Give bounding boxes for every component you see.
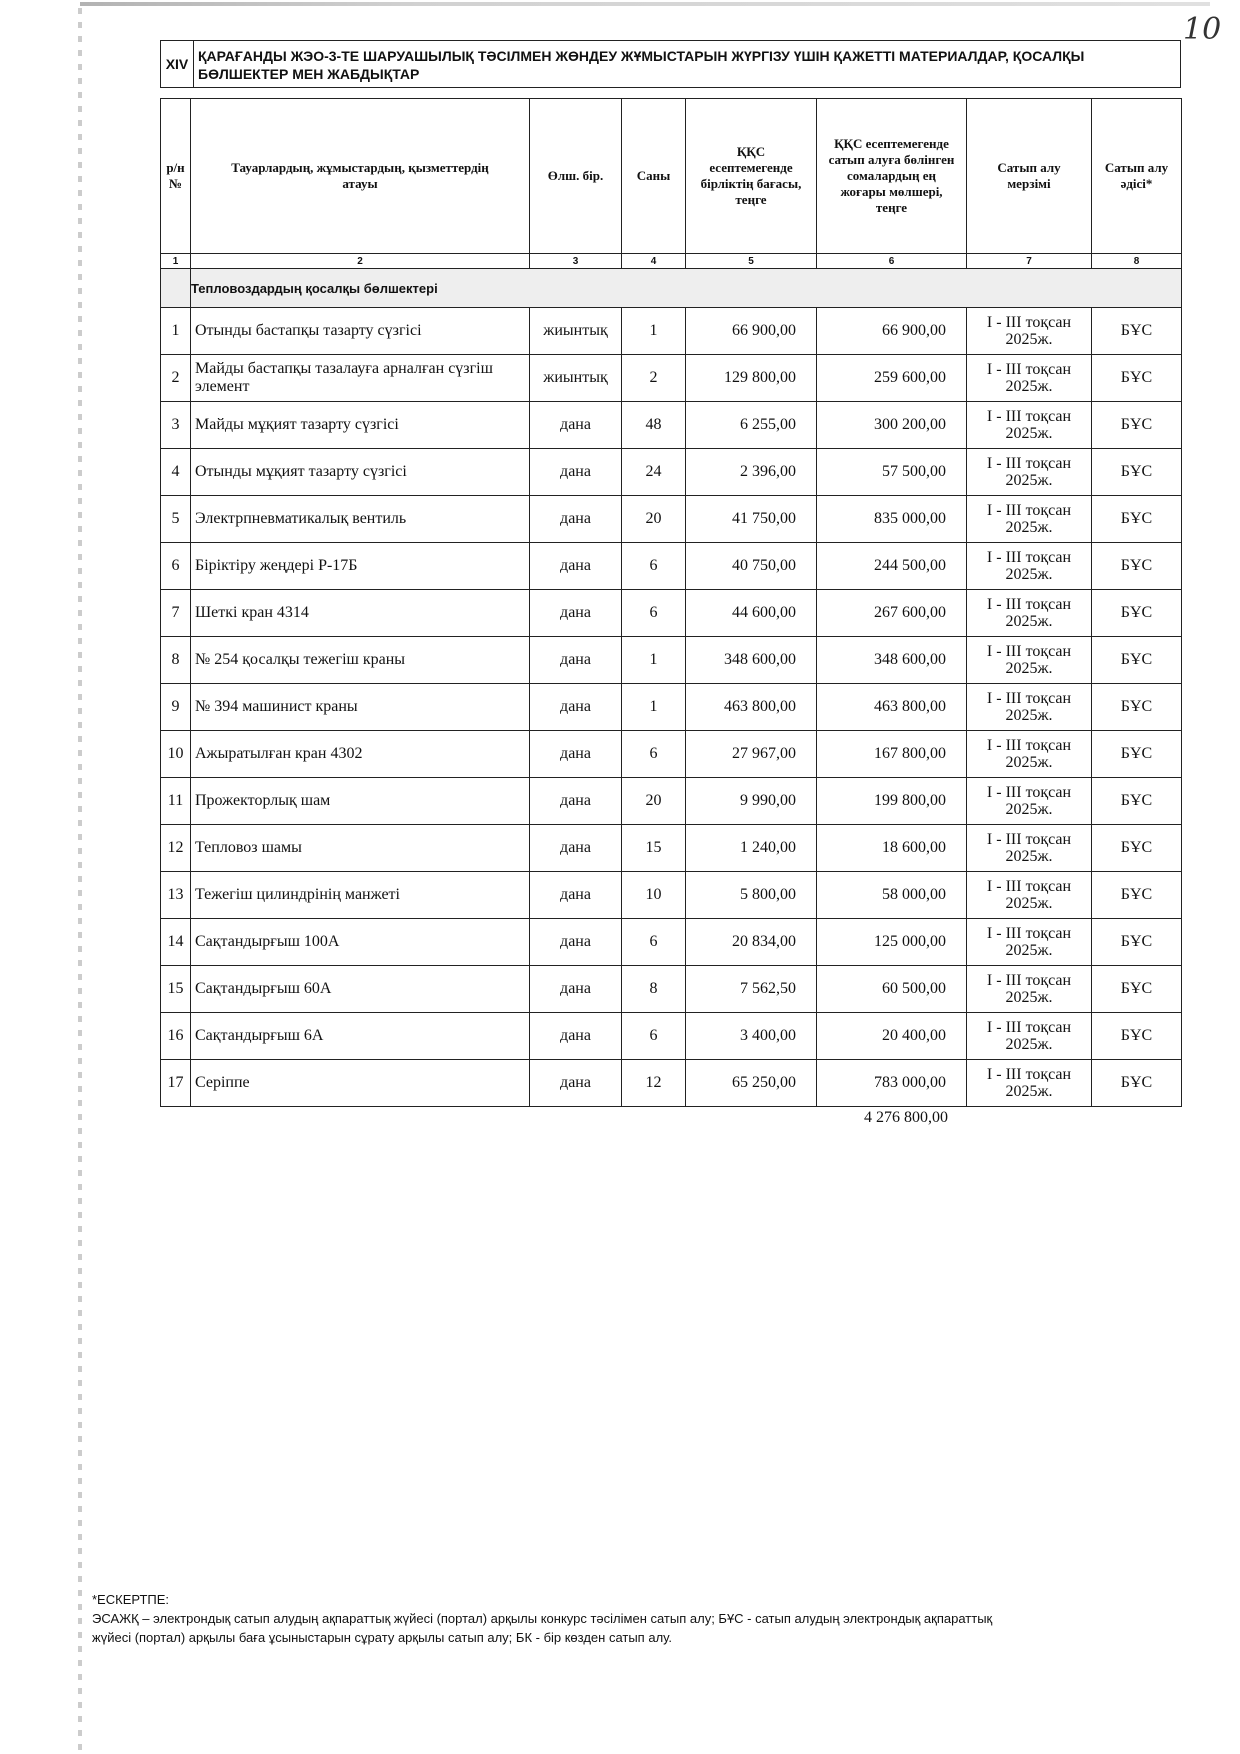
table-row (161, 637, 1182, 684)
item-period-quarter: I - III тоқсан (986, 1019, 1072, 1036)
table-row (161, 308, 1182, 355)
item-period (967, 778, 1092, 825)
item-max-sum: 20 400,00 (817, 1013, 967, 1060)
item-unit-price: 6 255,00 (686, 402, 817, 449)
item-period-year: 2025ж. (1005, 378, 1053, 395)
item-period (967, 1013, 1092, 1060)
item-unit-price: 2 396,00 (686, 449, 817, 496)
item-unit: жиынтық (530, 355, 622, 402)
scan-edge-top (80, 2, 1210, 6)
col-number: 8 (1092, 254, 1182, 269)
item-period-quarter: I - III тоқсан (986, 502, 1072, 519)
item-max-sum: 57 500,00 (817, 449, 967, 496)
item-period (967, 825, 1092, 872)
table-row (161, 449, 1182, 496)
item-period-year: 2025ж. (1005, 848, 1053, 865)
item-period-year: 2025ж. (1005, 331, 1053, 348)
item-max-sum: 267 600,00 (817, 590, 967, 637)
item-period-quarter: I - III тоқсан (986, 831, 1072, 848)
item-max-sum: 199 800,00 (817, 778, 967, 825)
item-period (967, 731, 1092, 778)
row-number: 10 (161, 731, 191, 778)
item-period-year: 2025ж. (1005, 989, 1053, 1006)
item-period-year: 2025ж. (1005, 754, 1053, 771)
col-header-price: ҚҚС есептемегенде бірліктің бағасы, теңге (686, 99, 817, 254)
item-unit: дана (530, 543, 622, 590)
item-max-sum: 300 200,00 (817, 402, 967, 449)
row-number: 3 (161, 402, 191, 449)
item-name: Электрпневматикалық вентиль (191, 496, 530, 543)
item-period (967, 449, 1092, 496)
item-period-quarter: I - III тоқсан (986, 549, 1072, 566)
item-method: БҰС (1092, 637, 1182, 684)
item-unit-price: 3 400,00 (686, 1013, 817, 1060)
item-quantity: 6 (622, 543, 686, 590)
item-period (967, 355, 1092, 402)
footnote-line: ЭСАЖҚ – электрондық сатып алудың ақпараттық жүйесі (портал) арқылы конкурс тәсілімен сатып алу; БҰС - сатып алудың электрондық ақпараттық (92, 1611, 993, 1626)
item-method: БҰС (1092, 966, 1182, 1013)
item-quantity: 6 (622, 919, 686, 966)
item-period-quarter: I - III тоқсан (986, 314, 1072, 331)
item-period (967, 684, 1092, 731)
item-unit: дана (530, 731, 622, 778)
total-sum: 4 276 800,00 (864, 1109, 948, 1126)
item-method: БҰС (1092, 1060, 1182, 1107)
item-unit-price: 7 562,50 (686, 966, 817, 1013)
item-name: Біріктіру жеңдері Р-17Б (191, 543, 530, 590)
item-name: Сақтандырғыш 100А (191, 919, 530, 966)
item-max-sum: 58 000,00 (817, 872, 967, 919)
table-row (161, 825, 1182, 872)
item-period-quarter: I - III тоқсан (986, 1066, 1072, 1083)
item-name: Майды мұқият тазарту сүзгісі (191, 402, 530, 449)
table-row (161, 919, 1182, 966)
item-max-sum: 167 800,00 (817, 731, 967, 778)
table-row (161, 1013, 1182, 1060)
item-max-sum: 125 000,00 (817, 919, 967, 966)
col-header-period: Сатып алу мерзімі (967, 99, 1092, 254)
item-method: БҰС (1092, 731, 1182, 778)
col-number: 5 (686, 254, 817, 269)
item-unit: жиынтық (530, 308, 622, 355)
row-number: 9 (161, 684, 191, 731)
item-quantity: 1 (622, 637, 686, 684)
table-row (161, 590, 1182, 637)
item-period-quarter: I - III тоқсан (986, 925, 1072, 942)
section-number: XIV (161, 41, 194, 88)
item-period (967, 919, 1092, 966)
item-period-year: 2025ж. (1005, 801, 1053, 818)
item-method: БҰС (1092, 872, 1182, 919)
item-quantity: 6 (622, 590, 686, 637)
item-method: БҰС (1092, 402, 1182, 449)
item-unit-price: 44 600,00 (686, 590, 817, 637)
item-period (967, 966, 1092, 1013)
row-number: 11 (161, 778, 191, 825)
item-name: Сақтандырғыш 60А (191, 966, 530, 1013)
item-unit: дана (530, 590, 622, 637)
table-row (161, 778, 1182, 825)
item-period-year: 2025ж. (1005, 566, 1053, 583)
item-quantity: 1 (622, 308, 686, 355)
col-header-sum: ҚҚС есептемегенде сатып алуға бөлінген сомалардың ең жоғары мөлшері, теңге (817, 99, 967, 254)
item-max-sum: 835 000,00 (817, 496, 967, 543)
table-row (161, 543, 1182, 590)
item-period-quarter: I - III тоқсан (986, 643, 1072, 660)
item-period-quarter: I - III тоқсан (986, 690, 1072, 707)
col-number: 4 (622, 254, 686, 269)
footnote-line: жүйесі (портал) арқылы баға ұсыныстарын сұрату арқылы сатып алу; БК - бір көзден сатып алу. (92, 1630, 672, 1645)
item-period (967, 496, 1092, 543)
item-quantity: 8 (622, 966, 686, 1013)
item-period-quarter: I - III тоқсан (986, 408, 1072, 425)
item-quantity: 1 (622, 684, 686, 731)
item-method: БҰС (1092, 825, 1182, 872)
item-method: БҰС (1092, 590, 1182, 637)
item-quantity: 48 (622, 402, 686, 449)
item-unit: дана (530, 637, 622, 684)
col-header-unit: Өлш. бір. (530, 99, 622, 254)
item-period-year: 2025ж. (1005, 1083, 1053, 1100)
item-name: Отынды бастапқы тазарту сүзгісі (191, 308, 530, 355)
item-period-year: 2025ж. (1005, 519, 1053, 536)
footnote (92, 1590, 1202, 1647)
item-name: Майды бастапқы тазалауға арналған сүзгіш элемент (191, 355, 530, 402)
item-period-year: 2025ж. (1005, 707, 1053, 724)
item-period (967, 308, 1092, 355)
group-label: Тепловоздардың қосалқы бөлшектері (191, 269, 1182, 308)
item-method: БҰС (1092, 684, 1182, 731)
item-quantity: 6 (622, 1013, 686, 1060)
table-row (161, 355, 1182, 402)
item-unit-price: 66 900,00 (686, 308, 817, 355)
item-period-year: 2025ж. (1005, 425, 1053, 442)
row-number: 12 (161, 825, 191, 872)
item-max-sum: 244 500,00 (817, 543, 967, 590)
scan-edge-left (78, 8, 82, 1754)
row-number: 8 (161, 637, 191, 684)
section-title: ҚАРАҒАНДЫ ЖЭО-3-ТЕ ШАРУАШЫЛЫҚ ТӘСІЛМЕН ЖӨНДЕУ ЖҰМЫСТАРЫН ЖҮРГІЗУ ҮШІН ҚАЖЕТТІ МАТЕРИАЛДАР, ҚОСАЛҚЫ БӨЛШЕКТЕР МЕН ЖАБДЫҚТАР (194, 41, 1181, 88)
row-number: 14 (161, 919, 191, 966)
item-unit: дана (530, 1013, 622, 1060)
item-max-sum: 18 600,00 (817, 825, 967, 872)
row-number: 4 (161, 449, 191, 496)
item-name: Отынды мұқият тазарту сүзгісі (191, 449, 530, 496)
item-period (967, 637, 1092, 684)
item-unit: дана (530, 872, 622, 919)
header-row (161, 99, 1182, 254)
item-unit: дана (530, 919, 622, 966)
item-name: Тепловоз шамы (191, 825, 530, 872)
item-period-quarter: I - III тоқсан (986, 784, 1072, 801)
item-period-quarter: I - III тоқсан (986, 972, 1072, 989)
item-unit: дана (530, 684, 622, 731)
item-max-sum: 348 600,00 (817, 637, 967, 684)
row-number: 6 (161, 543, 191, 590)
page-number: 10 (1183, 12, 1222, 47)
item-quantity: 2 (622, 355, 686, 402)
item-unit-price: 40 750,00 (686, 543, 817, 590)
table-row (161, 731, 1182, 778)
item-max-sum: 463 800,00 (817, 684, 967, 731)
item-period (967, 1060, 1092, 1107)
row-number: 17 (161, 1060, 191, 1107)
item-unit-price: 41 750,00 (686, 496, 817, 543)
col-header-name: Тауарлардың, жұмыстардың, қызметтердің атауы (191, 99, 530, 254)
row-number: 2 (161, 355, 191, 402)
item-period-year: 2025ж. (1005, 1036, 1053, 1053)
table-row (161, 496, 1182, 543)
item-quantity: 15 (622, 825, 686, 872)
item-period (967, 590, 1092, 637)
table-body (161, 308, 1182, 1107)
item-unit-price: 27 967,00 (686, 731, 817, 778)
item-method: БҰС (1092, 919, 1182, 966)
item-unit-price: 348 600,00 (686, 637, 817, 684)
table-row (161, 1060, 1182, 1107)
row-number: 16 (161, 1013, 191, 1060)
table-row (161, 684, 1182, 731)
item-max-sum: 66 900,00 (817, 308, 967, 355)
section-title-table (160, 40, 1181, 88)
item-method: БҰС (1092, 543, 1182, 590)
item-unit: дана (530, 825, 622, 872)
row-number: 5 (161, 496, 191, 543)
col-header-method: Сатып алу әдісі* (1092, 99, 1182, 254)
item-name: Прожекторлық шам (191, 778, 530, 825)
item-period-quarter: I - III тоқсан (986, 878, 1072, 895)
item-quantity: 6 (622, 731, 686, 778)
item-period-quarter: I - III тоқсан (986, 737, 1072, 754)
table-row (161, 872, 1182, 919)
item-period-year: 2025ж. (1005, 660, 1053, 677)
item-unit-price: 5 800,00 (686, 872, 817, 919)
item-unit: дана (530, 778, 622, 825)
item-unit: дана (530, 1060, 622, 1107)
item-name: Серіппе (191, 1060, 530, 1107)
item-period (967, 543, 1092, 590)
item-name: № 394 машинист краны (191, 684, 530, 731)
item-name: № 254 қосалқы тежегіш краны (191, 637, 530, 684)
item-period-year: 2025ж. (1005, 472, 1053, 489)
item-unit: дана (530, 966, 622, 1013)
item-period-year: 2025ж. (1005, 895, 1053, 912)
col-header-no: р/н № (161, 99, 191, 254)
row-number: 7 (161, 590, 191, 637)
item-quantity: 24 (622, 449, 686, 496)
item-name: Тежегіш цилиндрінің манжеті (191, 872, 530, 919)
item-unit-price: 20 834,00 (686, 919, 817, 966)
item-period-quarter: I - III тоқсан (986, 455, 1072, 472)
item-period-year: 2025ж. (1005, 613, 1053, 630)
item-period-quarter: I - III тоқсан (986, 596, 1072, 613)
col-number: 7 (967, 254, 1092, 269)
item-quantity: 12 (622, 1060, 686, 1107)
item-name: Ажыратылған кран 4302 (191, 731, 530, 778)
item-unit-price: 9 990,00 (686, 778, 817, 825)
materials-table (160, 98, 1182, 1107)
row-number: 13 (161, 872, 191, 919)
item-name: Шеткі кран 4314 (191, 590, 530, 637)
col-number: 2 (191, 254, 530, 269)
item-unit: дана (530, 402, 622, 449)
item-quantity: 10 (622, 872, 686, 919)
item-quantity: 20 (622, 496, 686, 543)
col-number: 1 (161, 254, 191, 269)
item-method: БҰС (1092, 355, 1182, 402)
item-period-quarter: I - III тоқсан (986, 361, 1072, 378)
item-max-sum: 783 000,00 (817, 1060, 967, 1107)
item-period (967, 872, 1092, 919)
column-number-row (161, 254, 1182, 269)
footnote-title: *ЕСКЕРТПЕ: (92, 1592, 170, 1607)
item-method: БҰС (1092, 778, 1182, 825)
col-number: 6 (817, 254, 967, 269)
col-number: 3 (530, 254, 622, 269)
row-number: 15 (161, 966, 191, 1013)
item-unit: дана (530, 496, 622, 543)
item-unit-price: 65 250,00 (686, 1060, 817, 1107)
item-unit-price: 463 800,00 (686, 684, 817, 731)
item-period-year: 2025ж. (1005, 942, 1053, 959)
table-row (161, 966, 1182, 1013)
item-method: БҰС (1092, 449, 1182, 496)
item-max-sum: 259 600,00 (817, 355, 967, 402)
item-method: БҰС (1092, 308, 1182, 355)
item-period (967, 402, 1092, 449)
item-method: БҰС (1092, 1013, 1182, 1060)
item-name: Сақтандырғыш 6А (191, 1013, 530, 1060)
item-unit-price: 129 800,00 (686, 355, 817, 402)
item-unit-price: 1 240,00 (686, 825, 817, 872)
col-header-qty: Саны (622, 99, 686, 254)
item-quantity: 20 (622, 778, 686, 825)
table-row (161, 402, 1182, 449)
item-unit: дана (530, 449, 622, 496)
row-number: 1 (161, 308, 191, 355)
item-method: БҰС (1092, 496, 1182, 543)
item-max-sum: 60 500,00 (817, 966, 967, 1013)
group-row (161, 269, 1182, 308)
